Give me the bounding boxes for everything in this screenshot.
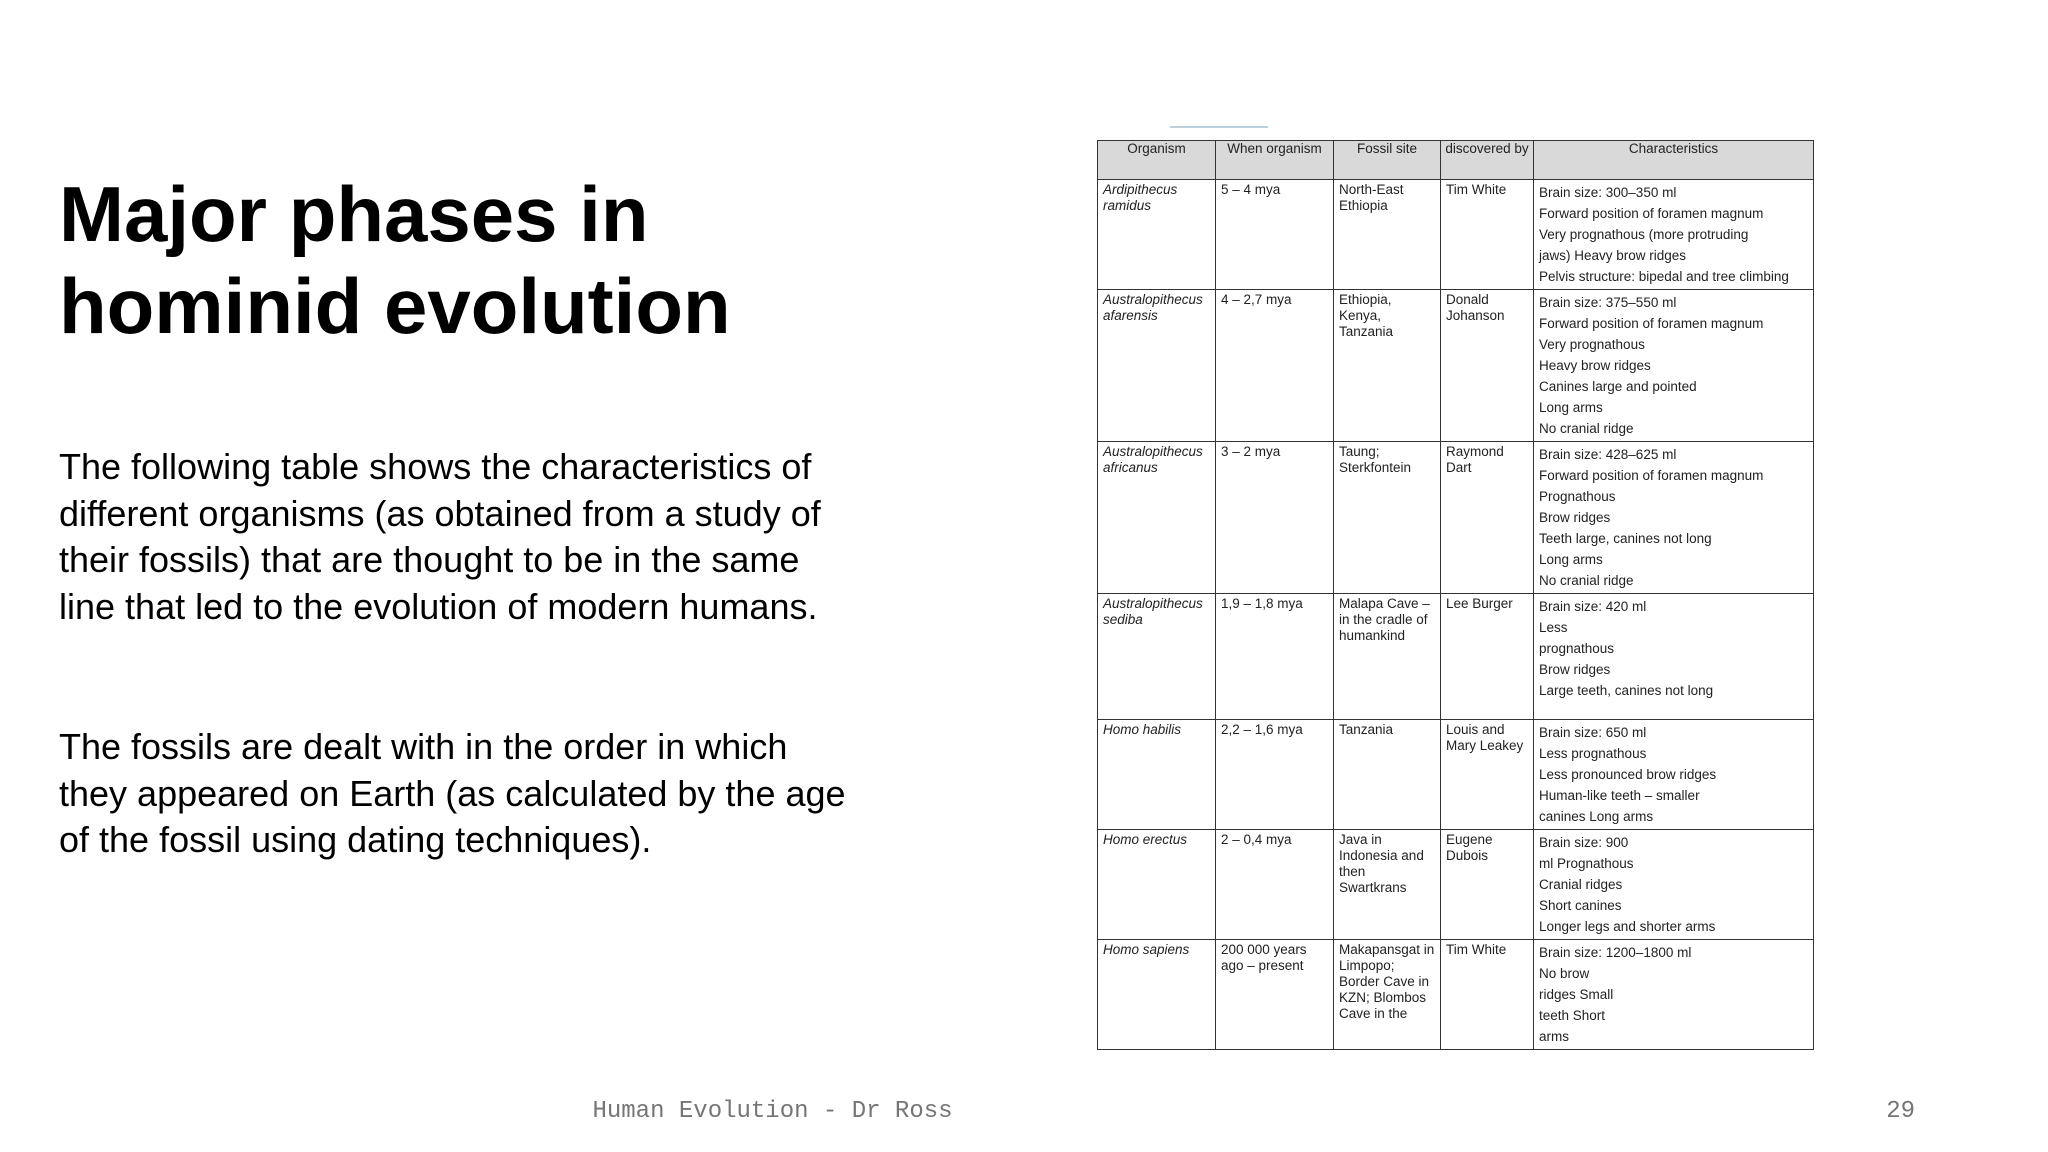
- characteristic-line: Less: [1539, 620, 1568, 635]
- cell-fossil-site: North-East Ethiopia: [1334, 180, 1441, 290]
- characteristic-line: arms: [1539, 1029, 1569, 1044]
- characteristic-line: prognathous: [1539, 641, 1615, 656]
- cell-discovered-by: Tim White: [1441, 940, 1534, 1050]
- characteristic-line: Less pronounced brow ridges: [1539, 767, 1717, 782]
- characteristic-line: ridges Small: [1539, 987, 1614, 1002]
- cell-discovered-by: Louis and Mary Leakey: [1441, 720, 1534, 830]
- header-when: When organism: [1216, 141, 1334, 180]
- cell-characteristics: [1534, 180, 1814, 290]
- order-paragraph: The fossils are dealt with in the order in which they appeared on Earth (as calculated by the age of the fossil using dating techniques).: [59, 726, 846, 860]
- page-number: 29: [1886, 1098, 1915, 1125]
- characteristic-line: Very prognathous: [1539, 337, 1645, 352]
- cell-fossil-site: Java in Indonesia and then Swartkrans: [1334, 830, 1441, 940]
- footer-text: Human Evolution - Dr Ross: [592, 1098, 953, 1125]
- cell-characteristics: [1534, 940, 1814, 1050]
- cell-discovered-by: Raymond Dart: [1441, 442, 1534, 594]
- table-row: [1098, 290, 1814, 442]
- characteristic-line: Forward position of foramen magnum: [1539, 468, 1764, 483]
- intro-paragraph: The following table shows the characteristics of different organisms (as obtained from a study of their fossils) that are thought to be in the same line that led to the evolution of modern humans.: [59, 446, 821, 627]
- cell-organism: Australopithecus sediba: [1098, 594, 1216, 720]
- cell-fossil-site: Malapa Cave – in the cradle of humankind: [1334, 594, 1441, 720]
- characteristic-line: jaws) Heavy brow ridges: [1539, 248, 1687, 263]
- cell-characteristics: [1534, 290, 1814, 442]
- table-row: [1098, 594, 1814, 720]
- cell-when: 1,9 – 1,8 mya: [1216, 594, 1334, 720]
- characteristic-line: Brain size: 375–550 ml: [1539, 295, 1677, 310]
- characteristic-line: Very prognathous (more protruding: [1539, 227, 1749, 242]
- cell-when: 200 000 years ago – present: [1216, 940, 1334, 1050]
- characteristic-line: Brain size: 420 ml: [1539, 599, 1647, 614]
- characteristic-line: Heavy brow ridges: [1539, 358, 1651, 373]
- table-header-row: [1098, 141, 1814, 180]
- cell-when: 2,2 – 1,6 mya: [1216, 720, 1334, 830]
- cell-organism: Australopithecus africanus: [1098, 442, 1216, 594]
- cell-characteristics: [1534, 442, 1814, 594]
- characteristic-line: Forward position of foramen magnum: [1539, 206, 1764, 221]
- cell-discovered-by: Donald Johanson: [1441, 290, 1534, 442]
- characteristic-line: Teeth large, canines not long: [1539, 531, 1712, 546]
- cell-discovered-by: Lee Burger: [1441, 594, 1534, 720]
- characteristic-line: Less prognathous: [1539, 746, 1647, 761]
- cell-fossil-site: Ethiopia, Kenya, Tanzania: [1334, 290, 1441, 442]
- decorative-line: [1170, 126, 1268, 128]
- cell-organism: Australopithecus afarensis: [1098, 290, 1216, 442]
- table-body: [1098, 180, 1814, 1050]
- characteristic-line: Large teeth, canines not long: [1539, 683, 1714, 698]
- cell-when: 4 – 2,7 mya: [1216, 290, 1334, 442]
- header-organism: Organism: [1098, 141, 1216, 180]
- characteristic-line: canines Long arms: [1539, 809, 1654, 824]
- characteristic-line: Short canines: [1539, 898, 1622, 913]
- cell-fossil-site: Taung; Sterkfontein: [1334, 442, 1441, 594]
- cell-discovered-by: Eugene Dubois: [1441, 830, 1534, 940]
- cell-fossil-site: Tanzania: [1334, 720, 1441, 830]
- table-row: [1098, 720, 1814, 830]
- characteristic-line: ml Prognathous: [1539, 856, 1634, 871]
- characteristic-line: Brain size: 300–350 ml: [1539, 185, 1677, 200]
- header-discovered-by: discovered by: [1441, 141, 1534, 180]
- cell-organism: Homo erectus: [1098, 830, 1216, 940]
- table-row: [1098, 940, 1814, 1050]
- slide-title: Major phases in hominid evolution: [59, 170, 731, 350]
- characteristic-line: Brain size: 428–625 ml: [1539, 447, 1677, 462]
- cell-organism: Homo sapiens: [1098, 940, 1216, 1050]
- characteristic-line: Brain size: 650 ml: [1539, 725, 1647, 740]
- characteristic-line: No cranial ridge: [1539, 421, 1634, 436]
- characteristic-line: Brain size: 900: [1539, 835, 1629, 850]
- characteristic-line: Brain size: 1200–1800 ml: [1539, 945, 1692, 960]
- table-row: [1098, 830, 1814, 940]
- characteristic-line: Cranial ridges: [1539, 877, 1623, 892]
- characteristic-line: Long arms: [1539, 552, 1603, 567]
- characteristic-line: Prognathous: [1539, 489, 1616, 504]
- characteristic-line: Brow ridges: [1539, 662, 1611, 677]
- characteristic-line: Brow ridges: [1539, 510, 1611, 525]
- characteristic-line: No brow: [1539, 966, 1590, 981]
- cell-discovered-by: Tim White: [1441, 180, 1534, 290]
- characteristic-line: Pelvis structure: bipedal and tree climbing: [1539, 269, 1789, 284]
- characteristic-line: Long arms: [1539, 400, 1603, 415]
- cell-when: 3 – 2 mya: [1216, 442, 1334, 594]
- header-characteristics: Characteristics: [1534, 141, 1814, 180]
- table-row: [1098, 180, 1814, 290]
- cell-fossil-site: Makapansgat in Limpopo; Border Cave in KZN; Blombos Cave in the: [1334, 940, 1441, 1050]
- characteristic-line: Canines large and pointed: [1539, 379, 1697, 394]
- characteristic-line: Longer legs and shorter arms: [1539, 919, 1716, 934]
- characteristic-line: Human-like teeth – smaller: [1539, 788, 1700, 803]
- header-fossil-site: Fossil site: [1334, 141, 1441, 180]
- characteristic-line: Forward position of foramen magnum: [1539, 316, 1764, 331]
- cell-characteristics: [1534, 720, 1814, 830]
- cell-when: 2 – 0,4 mya: [1216, 830, 1334, 940]
- cell-organism: Ardipithecus ramidus: [1098, 180, 1216, 290]
- cell-when: 5 – 4 mya: [1216, 180, 1334, 290]
- evolution-table: [1097, 140, 1814, 1050]
- cell-characteristics: [1534, 830, 1814, 940]
- cell-organism: Homo habilis: [1098, 720, 1216, 830]
- characteristic-line: No cranial ridge: [1539, 573, 1634, 588]
- characteristic-line: teeth Short: [1539, 1008, 1606, 1023]
- evolution-table-image: [1097, 140, 1813, 1044]
- cell-characteristics: [1534, 594, 1814, 720]
- table-row: [1098, 442, 1814, 594]
